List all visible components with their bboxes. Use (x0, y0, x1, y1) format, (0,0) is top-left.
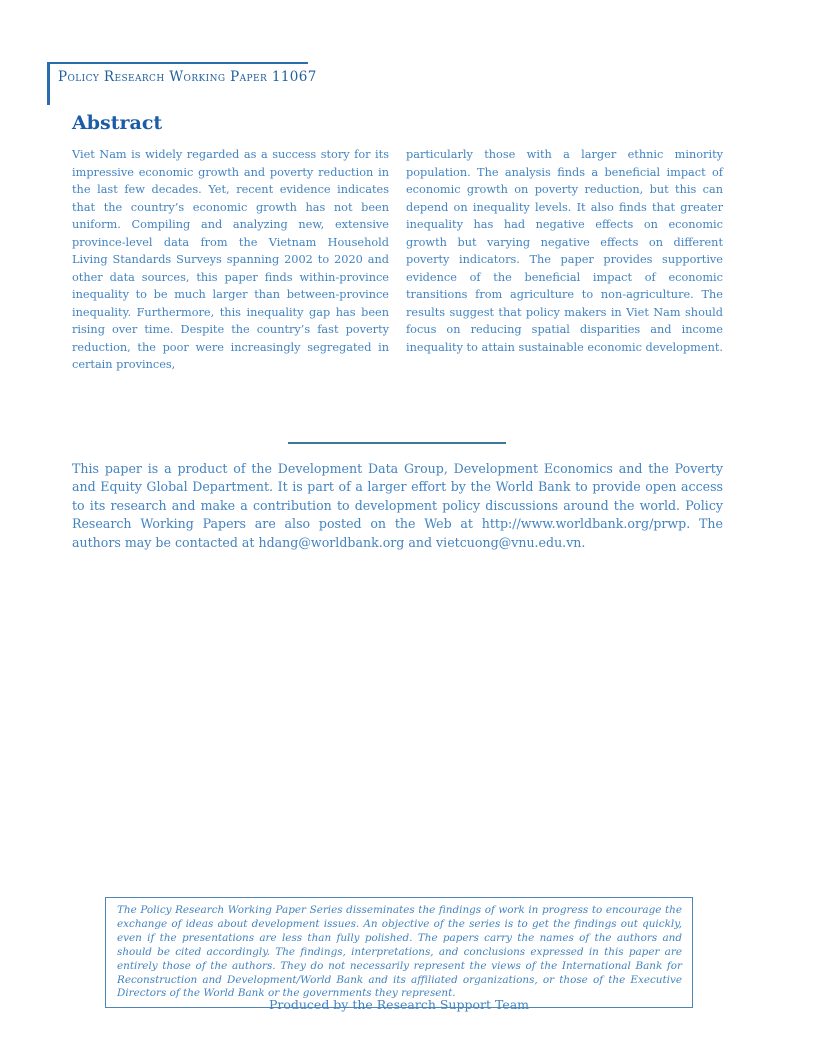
abstract-column-right: particularly those with a larger ethnic minority population. The analysis finds a beneficial impact of economic growth on poverty reduction, but this can depend on inequality levels. It also finds that greater inequality has had negative effects on economic growth but varying negative effects on different poverty indicators. The paper provides supportive evidence of the beneficial impact of economic transitions from agriculture to non-agriculture. The results suggest that policy makers in Viet Nam should focus on reducing spatial disparities and income inequality to attain sustainable economic development. (406, 148, 723, 354)
abstract-body (72, 146, 723, 374)
disclaimer-box (105, 897, 693, 1008)
abstract-column-left: Viet Nam is widely regarded as a success story for its impressive economic growth and poverty reduction in the last few decades. Yet, recent evidence indicates that the country’s economic growth has not been uniform. Compiling and analyzing new, extensive province-level data from the Vietnam Household Living Standards Surveys spanning 2002 to 2020 and other data sources, this paper finds within-province inequality to be much larger than between-province inequality. Furthermore, this inequality gap has been rising over time. Despite the country’s fast poverty reduction, the poor were increasingly segregated in certain provinces, (72, 148, 389, 371)
header-accent-bar (47, 62, 50, 105)
series-title: Policy Research Working Paper 11067 (58, 69, 317, 85)
header-top-rule (48, 62, 308, 64)
footer-note: Produced by the Research Support Team (268, 997, 530, 1012)
section-divider (288, 442, 506, 444)
product-note: This paper is a product of the Development Data Group, Development Economics and the Poverty and Equity Global Department. It is part of a larger effort by the World Bank to provide open access to its research and make a contribution to development policy discussions around the world. Policy Research Working Papers are also posted on the Web at http://www.worldbank.org/prwp. The authors may be contacted at hdang@worldbank.org and vietcuong@vnu.edu.vn. (72, 461, 723, 550)
disclaimer-text: The Policy Research Working Paper Series disseminates the findings of work in progress to encourage the exchange of ideas about development issues. An objective of the series is to get the findings out quickly, even if the presentations are less than fully polished. The papers carry the names of the authors and should be cited accordingly. The findings, interpretations, and conclusions expressed in this paper are entirely those of the authors. They do not necessarily represent the views of the International Bank for Reconstruction and Development/World Bank and its affiliated organizations, or those of the Executive Directors of the World Bank or the governments they represent. (117, 904, 682, 1000)
abstract-heading: Abstract (72, 112, 163, 134)
